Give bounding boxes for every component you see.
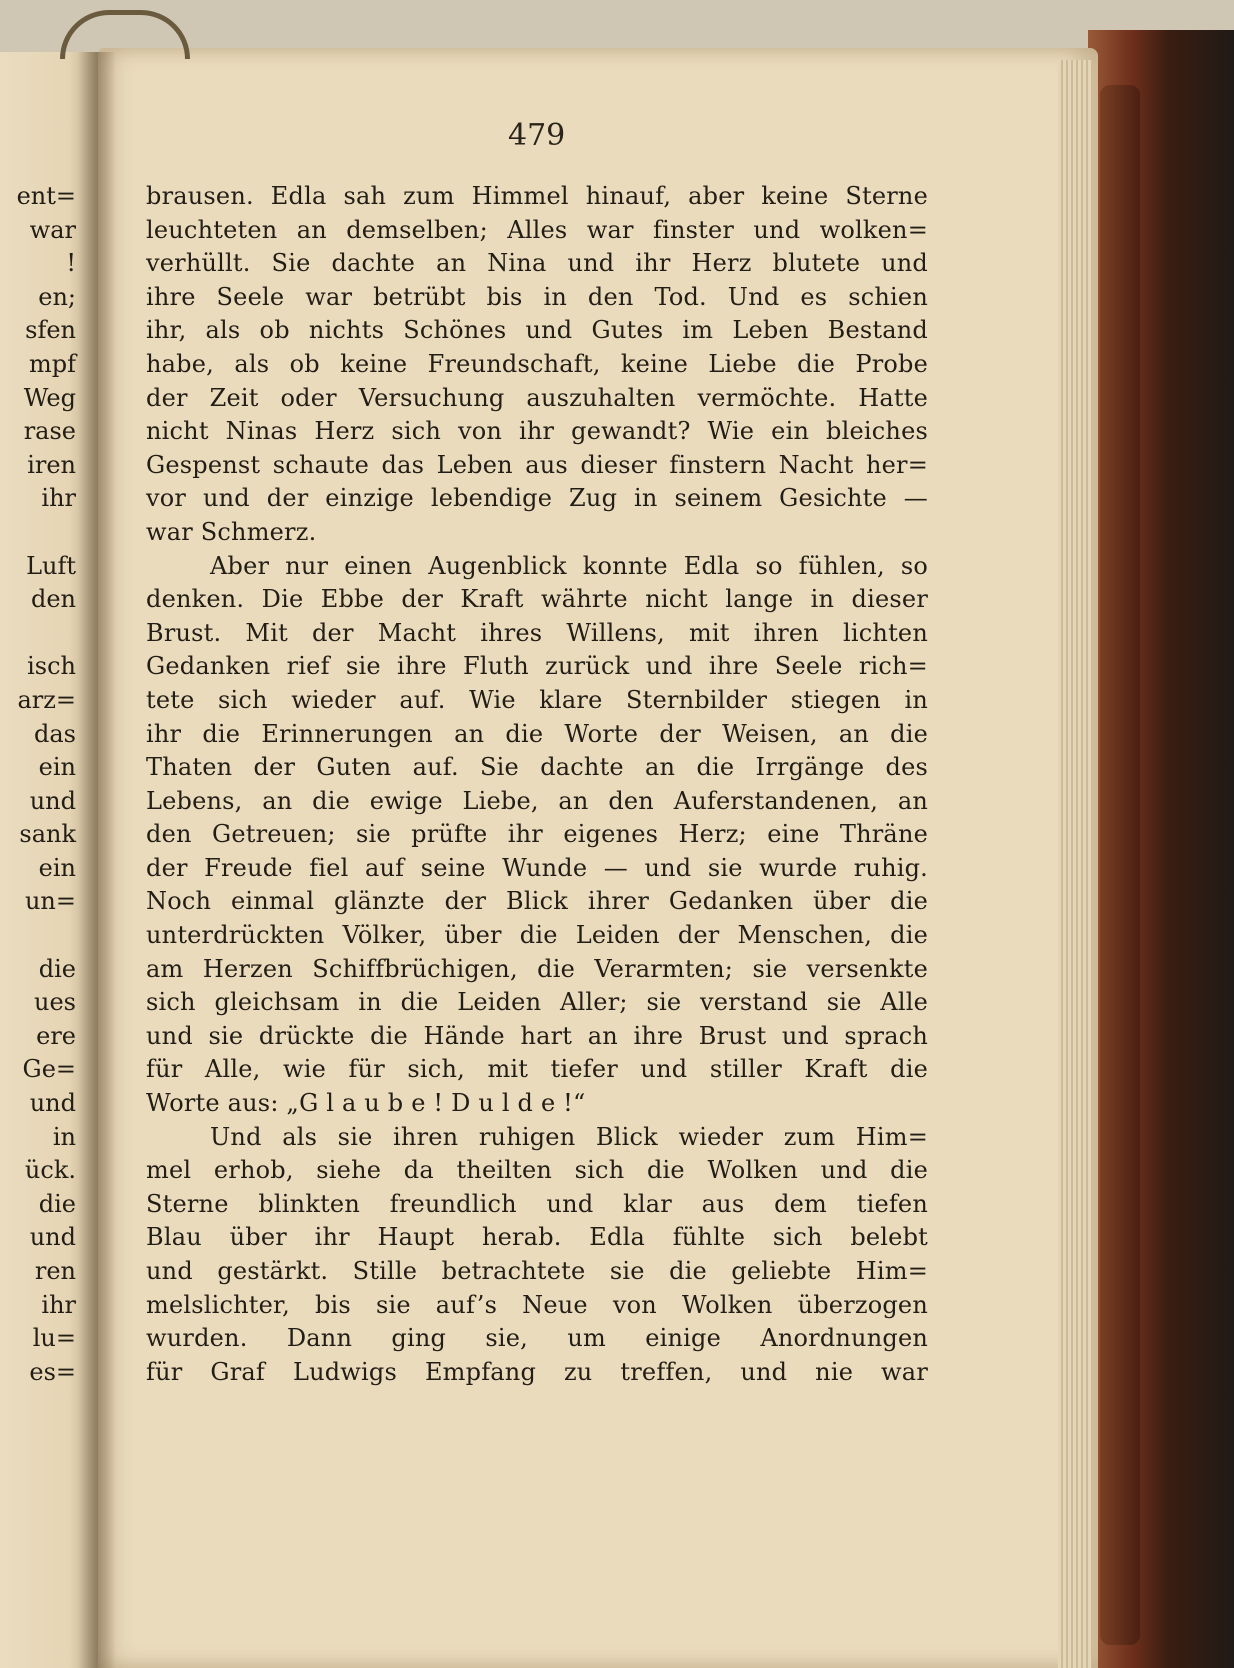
book-gutter (78, 52, 116, 1668)
left-page-text-fragments (6, 180, 76, 1389)
text-line: Blau über ihr Haupt herab. Edla fühlte sich belebt (146, 1223, 928, 1252)
text-line: verhüllt. Sie dachte an Nina und ihr Herz blutete und (146, 249, 928, 278)
text-line: mel erhob, siehe da theilten sich die Wolken und die (146, 1156, 928, 1185)
text-line: am Herzen Schiffbrüchigen, die Verarmten; sie versenkte (146, 954, 928, 983)
left-fragment: isch (27, 652, 76, 681)
text-line: für Graf Ludwigs Empfang zu treffen, und nie war (146, 1357, 928, 1386)
text-line: Lebens, an die ewige Liebe, an den Auferstandenen, an (146, 786, 928, 815)
left-fragment: ent= (16, 182, 76, 210)
left-fragment: ! (66, 249, 76, 278)
text-line: den Getreuen; sie prüfte ihr eigenes Herz; eine Thräne (146, 820, 928, 849)
bookmark-ribbon (60, 10, 190, 59)
text-line: ihr, als ob nichts Schönes und Gutes im Leben Bestand (146, 316, 928, 345)
left-fragment: war (29, 215, 76, 244)
left-fragment: die (38, 954, 76, 983)
text-line: Und als sie ihren ruhigen Blick wieder zum Him= (210, 1122, 928, 1151)
text-line: und gestärkt. Stille betrachtete sie die geliebte Him= (146, 1257, 928, 1285)
left-fragment: und (29, 786, 76, 815)
text-line: der Freude fiel auf seine Wunde — und sie wurde ruhig. (146, 853, 928, 882)
text-line: ihr die Erinnerungen an die Worte der Weisen, an die (146, 719, 928, 748)
left-fragment: ein (38, 753, 76, 782)
text-line: und sie drückte die Hände hart an ihre Brust und sprach (146, 1021, 928, 1050)
text-line: Noch einmal glänzte der Blick ihrer Gedanken über die (146, 887, 928, 916)
left-fragment: das (34, 719, 76, 748)
body-text (146, 180, 928, 1389)
text-line: nicht Ninas Herz sich von ihr gewandt? Wie ein bleiches (146, 417, 928, 446)
text-line: denken. Die Ebbe der Kraft währte nicht lange in dieser (146, 585, 928, 614)
left-fragment (6, 919, 76, 953)
left-fragment: iren (27, 450, 76, 479)
left-fragment: en; (38, 282, 76, 311)
text-line: habe, als ob keine Freundschaft, keine Liebe die Probe (146, 349, 928, 378)
text-line: der Zeit oder Versuchung auszuhalten vermöchte. Hatte (146, 383, 928, 412)
text-line: war Schmerz. (146, 517, 317, 546)
text-line: unterdrückten Völker, über die Leiden der Menschen, die (146, 921, 928, 950)
left-fragment: arz= (17, 685, 76, 714)
left-fragment: mpf (28, 349, 76, 378)
text-line: brausen. Edla sah zum Himmel hinauf, aber keine Sterne (146, 182, 928, 210)
left-fragment: ihr (41, 1290, 76, 1319)
left-fragment: ein (38, 853, 76, 882)
text-line: Worte aus: „G l a u b e ! D u l d e !“ (146, 1089, 586, 1118)
left-fragment: die (38, 1189, 76, 1218)
left-fragment: und (29, 1223, 76, 1252)
page-edges (1058, 60, 1092, 1668)
text-line: wurden. Dann ging sie, um einige Anordnungen (146, 1324, 928, 1353)
left-fragment: in (52, 1122, 76, 1151)
left-fragment: den (30, 585, 76, 614)
left-fragment: sfen (25, 316, 76, 345)
left-fragment: ihr (41, 484, 76, 513)
left-fragment: rase (23, 417, 76, 446)
left-fragment: Ge= (22, 1055, 76, 1084)
left-fragment (6, 516, 76, 550)
text-line: Sterne blinkten freundlich und klar aus dem tiefen (146, 1189, 928, 1218)
text-line: sich gleichsam in die Leiden Aller; sie verstand sie Alle (146, 988, 928, 1017)
left-fragment (6, 617, 76, 651)
book-spine-edge (1100, 85, 1140, 1645)
left-fragment: sank (19, 820, 76, 849)
left-fragment: ren (34, 1257, 76, 1285)
left-fragment: Weg (23, 383, 76, 412)
left-fragment: ück. (24, 1156, 76, 1185)
text-line: tete sich wieder auf. Wie klare Sternbilder stiegen in (146, 685, 928, 714)
left-fragment: lu= (32, 1324, 76, 1353)
text-line: Aber nur einen Augenblick konnte Edla so fühlen, so (210, 551, 928, 580)
text-line: leuchteten an demselben; Alles war finster und wolken= (146, 215, 928, 244)
page-number: 479 (508, 118, 566, 153)
text-line: Thaten der Guten auf. Sie dachte an die Irrgänge des (146, 753, 928, 782)
left-fragment: es= (29, 1357, 76, 1386)
text-line: für Alle, wie für sich, mit tiefer und stiller Kraft die (146, 1055, 928, 1084)
left-fragment: ere (36, 1021, 76, 1050)
left-fragment: Luft (26, 551, 76, 580)
text-line: vor und der einzige lebendige Zug in seinem Gesichte — (146, 484, 928, 513)
left-fragment: und (29, 1089, 76, 1118)
text-line: melslichter, bis sie auf’s Neue von Wolken überzogen (146, 1290, 928, 1319)
text-line: Brust. Mit der Macht ihres Willens, mit ihren lichten (146, 618, 928, 647)
text-line: Gespenst schaute das Leben aus dieser finstern Nacht her= (146, 450, 928, 479)
left-fragment: un= (24, 887, 76, 916)
text-line: Gedanken rief sie ihre Fluth zurück und ihre Seele rich= (146, 652, 928, 681)
text-line: ihre Seele war betrübt bis in den Tod. Und es schien (146, 282, 928, 311)
left-fragment: ues (34, 988, 76, 1017)
